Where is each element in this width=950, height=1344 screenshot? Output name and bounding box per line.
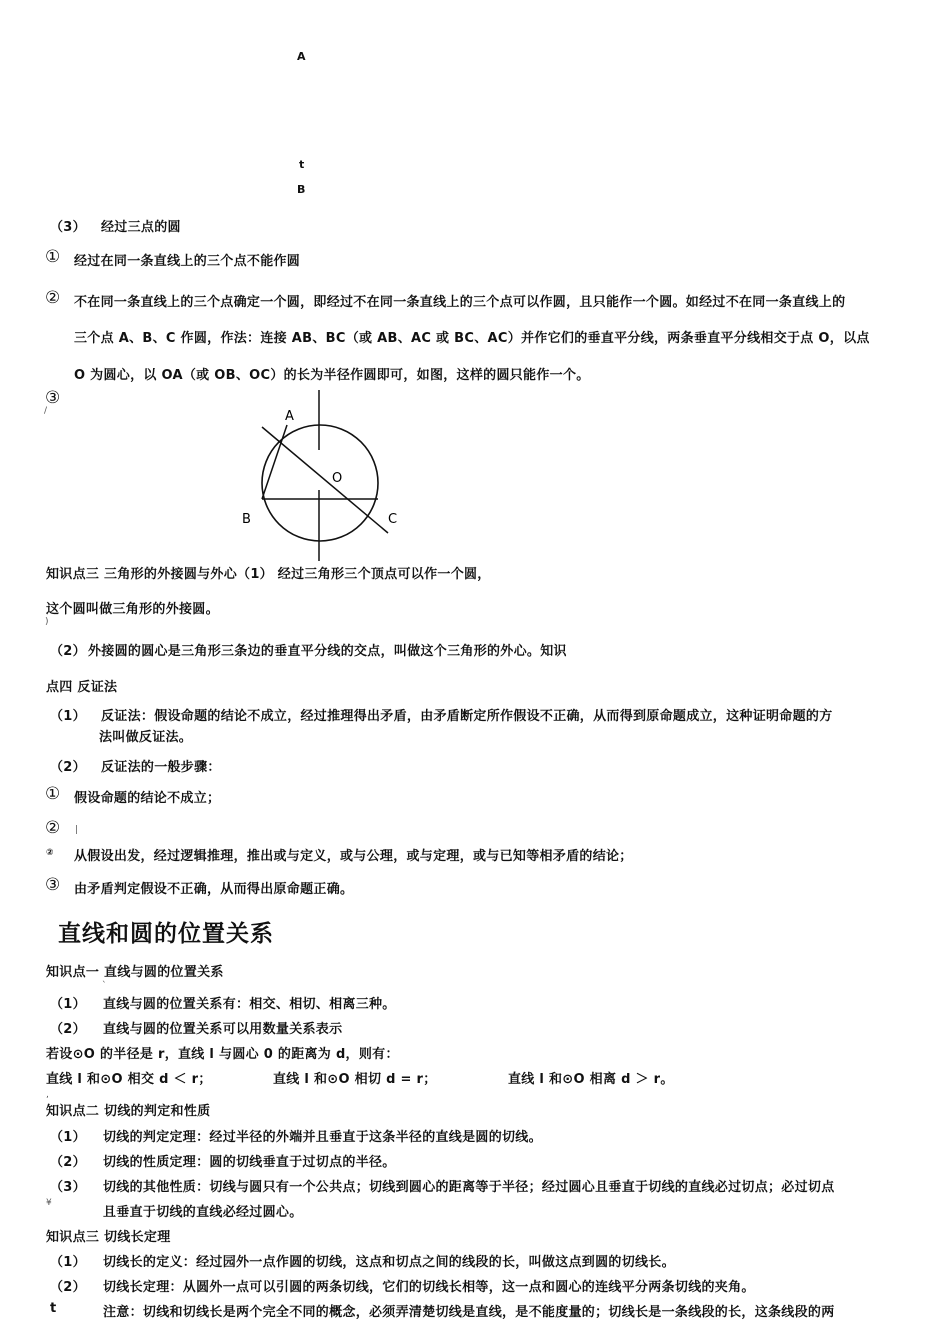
lc1-heading: 知识点一 直线与圆的位置关系 (46, 965, 224, 980)
sec3-item2-line1: 不在同一条直线上的三个点确定一个圆，即经过不在同一条直线上的三个点可以作圆，且只能作一个圆。如经过不在同一条直线上的 (74, 295, 846, 310)
lc1-rel3: 直线 l 和⊙O 相离 d ＞ r。 (508, 1072, 674, 1087)
kp4-s3: 由矛盾判定假设不正确，从而得出原命题正确。 (74, 882, 354, 897)
lc3-p3-mark: t (50, 1301, 57, 1316)
kp3-line3-num: （2） (50, 644, 86, 659)
kp3-line4: 点四 反证法 (46, 680, 118, 695)
top-label-b: B (297, 183, 306, 196)
kp3-line2: 这个圆叫做三角形的外接圆。 (46, 602, 219, 617)
lc1-p1-num: （1） (50, 997, 86, 1012)
lc2-p1: 切线的判定定理：经过半径的外端并且垂直于这条半径的直线是圆的切线。 (103, 1130, 542, 1145)
sec3-heading-num: （3） (50, 220, 86, 235)
lc2-p1-num: （1） (50, 1130, 86, 1145)
lc2-heading: 知识点二 切线的判定和性质 (46, 1104, 211, 1119)
circumcircle-diagram (230, 385, 430, 565)
fig-label-c: C (388, 512, 398, 527)
tiny-mark-4: ` (102, 981, 107, 991)
fig-label-b: B (242, 512, 251, 527)
kp4-p2: 反证法的一般步骤： (101, 760, 221, 775)
sec3-item1: 经过在同一条直线上的三个点不能作圆 (74, 254, 301, 269)
lc3-p2: 切线长定理：从圆外一点可以引圆的两条切线，它们的切线长相等，这一点和圆心的连线平分两条切线的夹角。 (103, 1280, 755, 1295)
sec3-item3-mark: ③ (45, 388, 61, 408)
tiny-mark-3: | (75, 825, 79, 835)
kp3-line3: 外接圆的圆心是三角形三条边的垂直平分线的交点，叫做这个三角形的外心。知识 (88, 644, 567, 659)
sec3-heading: 经过三点的圆 (101, 220, 181, 235)
sec3-item2-line3: O 为圆心，以 OA（或 OB、OC）的长为半径作圆即可，如图，这样的圆只能作一个。 (74, 368, 590, 383)
fig-label-o: O (332, 471, 343, 486)
kp4-p2-num: （2） (50, 760, 86, 775)
kp4-s2-mark: ② (45, 818, 61, 838)
top-label-a: A (297, 50, 306, 63)
lc2-p3-line2: 且垂直于切线的直线必经过圆心。 (103, 1205, 303, 1220)
kp4-s1: 假设命题的结论不成立； (74, 791, 221, 806)
kp4-s2-small-mark: ② (46, 848, 54, 858)
lc3-p2-num: （2） (50, 1280, 86, 1295)
kp4-p1-line2: 法叫做反证法。 (99, 730, 193, 745)
lc2-p3-num: （3） (50, 1180, 86, 1195)
lc1-p2-num: （2） (50, 1022, 86, 1037)
lc3-heading: 知识点三 切线长定理 (46, 1230, 171, 1245)
kp4-p1-num: （1） (50, 709, 86, 724)
lc1-rel1: 直线 l 和⊙O 相交 d ＜ r； (46, 1072, 212, 1087)
sec3-item2-mark: ② (45, 288, 61, 308)
lc3-p1-num: （1） (50, 1255, 86, 1270)
kp4-s1-mark: ① (45, 784, 61, 804)
fig-label-a: A (285, 409, 294, 424)
lc3-p1: 切线长的定义：经过园外一点作圆的切线，这点和切点之间的线段的长，叫做这点到圆的切线长。 (103, 1255, 675, 1270)
lc2-p2-num: （2） (50, 1155, 86, 1170)
lc1-p2: 直线与圆的位置关系可以用数量关系表示 (103, 1022, 343, 1037)
lc1-p1: 直线与圆的位置关系有：相交、相切、相离三种。 (103, 997, 396, 1012)
top-label-t: t (299, 158, 305, 171)
tiny-mark-5: , (46, 1090, 49, 1100)
kp3-line1: 知识点三 三角形的外接圆与外心（1） 经过三角形三个顶点可以作一个圆， (46, 567, 491, 582)
kp4-s3-mark: ③ (45, 875, 61, 895)
tiny-mark-2: ) (45, 617, 49, 627)
lc1-rel2: 直线 l 和⊙O 相切 d = r； (273, 1072, 437, 1087)
lc3-p3: 注意：切线和切线长是两个完全不同的概念，必须弄清楚切线是直线，是不能度量的；切线长是一条线段的长，这条线段的两 (103, 1305, 835, 1320)
section-title: 直线和圆的位置关系 (58, 921, 274, 947)
sec3-item2-line2: 三个点 A、B、C 作圆，作法：连接 AB、BC（或 AB、AC 或 BC、AC）并作它们的垂直平分线，两条垂直平分线相交于点 O，以点 (74, 331, 870, 346)
tiny-mark: / (44, 406, 48, 416)
kp4-p1-line1: 反证法：假设命题的结论不成立，经过推理得出矛盾，由矛盾断定所作假设不正确，从而得到原命题成立，这种证明命题的方 (101, 709, 833, 724)
sec3-item1-mark: ① (45, 247, 61, 267)
kp4-s2: 从假设出发，经过逻辑推理，推出或与定义，或与公理，或与定理，或与已知等相矛盾的结论； (74, 849, 633, 864)
lc1-cond: 若设⊙O 的半径是 r，直线 l 与圆心 0 的距离为 d，则有： (46, 1047, 399, 1062)
tiny-mark-6: ¥ (46, 1198, 52, 1208)
lc2-p2: 切线的性质定理：圆的切线垂直于过切点的半径。 (103, 1155, 396, 1170)
lc2-p3-line1: 切线的其他性质：切线与圆只有一个公共点；切线到圆心的距离等于半径；经过圆心且垂直于切线的直线必过切点；必过切点 (103, 1180, 835, 1195)
